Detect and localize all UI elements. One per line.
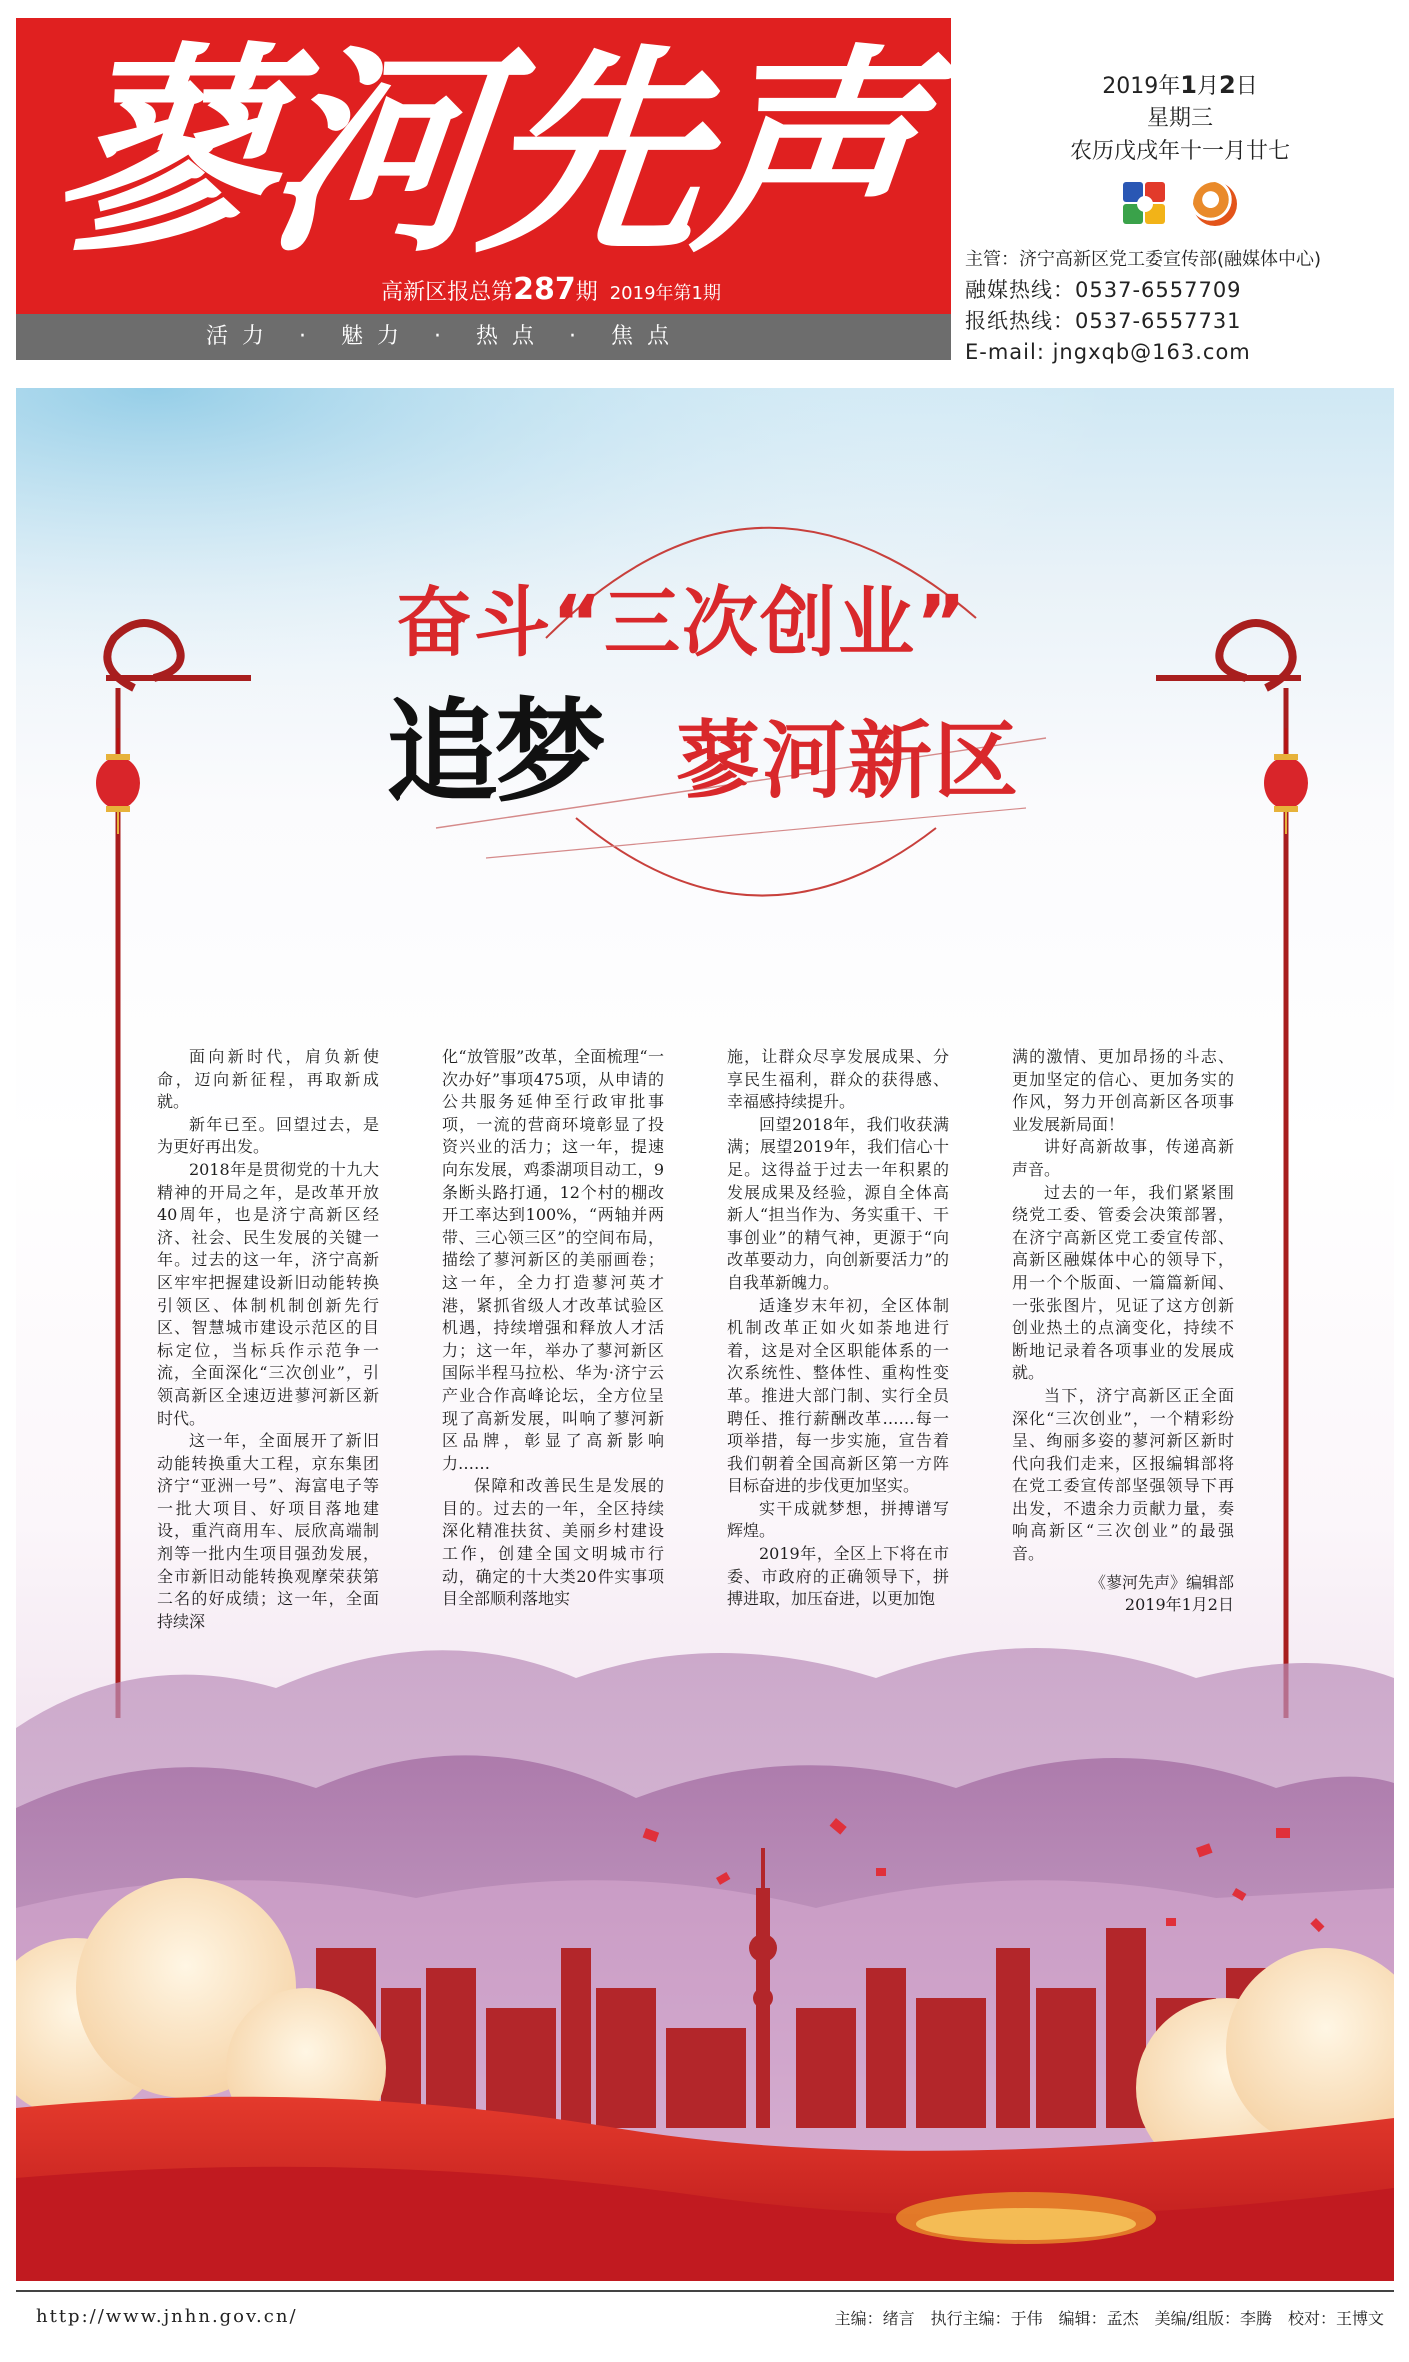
paragraph: 这一年，全面展开了新旧动能转换重大工程，京东集团济宁“亚洲一号”、海富电子等一批大项目、好项目落地建设，重汽商用车、辰欣高端制剂等一批内生项目强劲发展，全市新旧动能转换观摩荣获第二名的好成绩；这一年，全面持续深 <box>157 1431 379 1631</box>
sponsor-line: 主管：济宁高新区党工委宣传部(融媒体中心) <box>965 249 1322 270</box>
slogan-bar: 活力 · 魅力 · 热点 · 焦点 <box>16 314 951 360</box>
date-month-suffix: 月 <box>1196 74 1219 99</box>
issue-number: 287 <box>513 272 576 307</box>
paragraph: 面向新时代，肩负新使命，迈向新征程，再取新成就。 <box>157 1047 379 1112</box>
issue-prefix: 高新区报总第 <box>381 280 514 305</box>
media-center-logo-icon <box>1193 182 1237 226</box>
email-line[interactable]: E-mail: jngxqb@163.com <box>965 340 1251 364</box>
feature-poster <box>16 388 1394 2281</box>
contact-block <box>965 244 1395 368</box>
paragraph: 新年已至。回望过去，是为更好再出发。 <box>157 1114 379 1157</box>
paragraph: 2018年是贯彻党的十九大精神的开局之年，是改革开放40周年，也是济宁高新区经济、社会、民生发展的关键一年。过去的这一年，济宁高新区牢牢把握建设新旧动能转换引领区、体制机制创新先行区、智慧城市建设示范区的目标定位，当标兵作示范争一流，全面深化“三次创业”，引领高新区全速迈进蓼河新区新时代。 <box>157 1159 379 1428</box>
headline-line1: 奋斗“三次创业” <box>396 578 968 667</box>
article-column-2 <box>442 1046 664 1611</box>
article-column-4 <box>1012 1046 1234 1616</box>
headline-line2-black: 追梦 <box>386 687 602 818</box>
paper-hotline: 报纸热线：0537-6557731 <box>965 309 1242 333</box>
lunar-date: 农历戊戌年十一月廿七 <box>1069 139 1290 164</box>
article-column-3 <box>727 1046 949 1611</box>
date-year: 2019年 <box>1102 74 1181 99</box>
paragraph: 回望2018年，我们收获满满；展望2019年，我们信心十足。这得益于过去一年积累的发展成果及经验，源自全体高新人“担当作为、务实重干、干事创业”的精气神，更源于“向改革要动力，向创新要活力”的自我革新魄力。 <box>727 1114 949 1292</box>
paragraph: 当下，济宁高新区正全面深化“三次创业”，一个精彩纷呈、绚丽多姿的蓼河新区新时代向我们走来，区报编辑部将在党工委宣传部坚强领导下再出发，不遗余力贡献力量，奏响高新区“三次创业”的最强音。 <box>1012 1385 1234 1564</box>
signature-block <box>1012 1572 1234 1616</box>
paragraph: 过去的一年，我们紧紧围绕党工委、管委会决策部署，在济宁高新区党工委宣传部、高新区融媒体中心的领导下，用一个个版面、一篇篇新闻、一张张图片，见证了这方创新创业热土的点滴变化，持续不断地记录着各项事业的发展成就。 <box>1012 1182 1234 1383</box>
date-day-suffix: 日 <box>1235 74 1258 99</box>
date-month: 1 <box>1180 71 1197 99</box>
editorial-credits: 主编：绪言 执行主编：于伟 编辑：孟杰 美编/组版：李腾 校对：王博文 <box>834 2309 1384 2328</box>
paragraph: 化“放管服”改革，全面梳理“一次办好”事项475项，从申请的公共服务延伸至行政审批事项，一流的营商环境彰显了投资兴业的活力；这一年，提速向东发展，鸡黍湖项目动工，9条断头路打通，12个村的棚改开工率达到100%，“两轴并两带、三心领三区”的空间布局，描绘了蓼河新区的美丽画卷；这一年，全力打造蓼河英才港，紧抓省级人才改革试验区机遇，持续增强和释放人才活力；这一年，举办了蓼河新区国际半程马拉松、华为·济宁云产业合作高峰论坛，全方位呈现了高新发展，叫响了蓼河新区品牌，彰显了高新影响力…… <box>442 1047 664 1473</box>
weekday: 星期三 <box>1146 106 1213 131</box>
date-day: 2 <box>1219 71 1236 99</box>
paragraph: 2019年，全区上下将在市委、市政府的正确领导下，拼搏进取，加压奋进，以更加饱 <box>727 1544 949 1609</box>
paragraph: 适逢岁末年初，全区体制机制改革正如火如荼地进行着，这是对全区职能体系的一次系统性、整体性、重构性变革。推进大部门制、实行全员聘任、推行薪酬改革……每一项举措，每一步实施，宣告着我们朝着全国高新区第一方阵目标奋进的步伐更加坚实。 <box>727 1295 949 1496</box>
signature: 《蓼河先声》编辑部 <box>1089 1572 1234 1592</box>
year-issue: 2019年第1期 <box>609 283 721 304</box>
publication-date <box>965 70 1395 102</box>
paragraph: 讲好高新故事，传递高新声音。 <box>1012 1137 1234 1179</box>
logo-row <box>965 182 1395 226</box>
paragraph: 施，让群众尽享发展成果、分享民生福利，群众的获得感、幸福感持续提升。 <box>727 1047 949 1112</box>
masthead <box>16 18 951 360</box>
headline-line2-red: 蓼河新区 <box>676 712 1021 810</box>
media-hotline: 融媒热线：0537-6557709 <box>965 278 1242 302</box>
page-footer <box>16 2290 1394 2340</box>
website-link[interactable]: http://www.jnhn.gov.cn/ <box>36 2306 298 2327</box>
paragraph: 实干成就梦想，拼搏谱写辉煌。 <box>727 1498 949 1541</box>
signature-date: 2019年1月2日 <box>1124 1594 1234 1614</box>
party-emblem-icon <box>1123 182 1167 226</box>
editorial-article <box>157 1046 1234 1631</box>
paragraph: 满的激情、更加昂扬的斗志、更加坚定的信心、更加务实的作风，努力开创高新区各项事业发展新局面！ <box>1012 1047 1234 1134</box>
footer-divider <box>16 2290 1394 2292</box>
masthead-banner <box>16 18 951 314</box>
issue-number-line <box>381 272 721 312</box>
paragraph: 保障和改善民生是发展的目的。过去的一年，全区持续深化精准扶贫、美丽乡村建设工作，创建全国文明城市行动，确定的十大类20件实事项目全部顺利落地实 <box>442 1476 664 1609</box>
masthead-info <box>965 70 1395 370</box>
issue-suffix: 期 <box>575 280 598 305</box>
newspaper-title: 蓼河先声 <box>42 23 926 282</box>
article-column-1 <box>157 1046 379 1633</box>
